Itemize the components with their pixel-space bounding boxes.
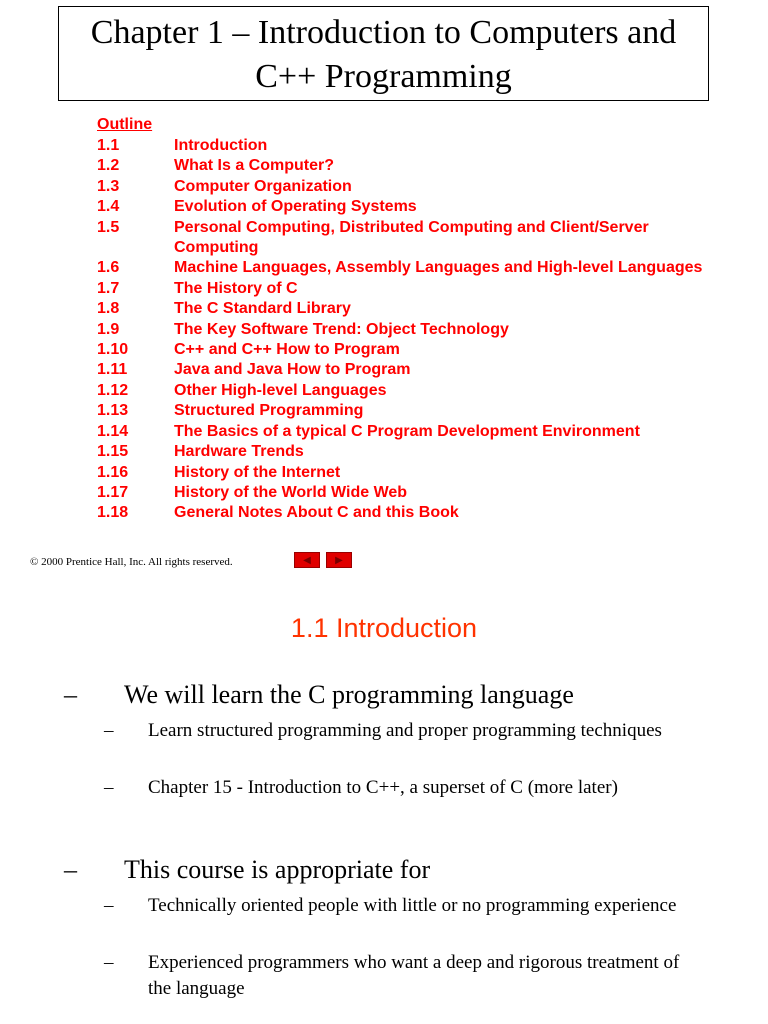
- outline-item-text: The Key Software Trend: Object Technology: [174, 320, 509, 338]
- outline-item: [97, 503, 737, 523]
- bullet-dash: –: [64, 680, 77, 709]
- outline-item-number: 1.5: [97, 218, 120, 236]
- bullet-text: Chapter 15 - Introduction to C++, a superset of C (more later): [148, 777, 618, 798]
- outline-item-text: The Basics of a typical C Program Development Environment: [174, 422, 640, 440]
- outline-item: [97, 463, 737, 483]
- outline: [97, 114, 737, 524]
- outline-item-number: 1.6: [97, 259, 120, 277]
- bullet-dash: –: [104, 777, 114, 798]
- next-arrow-icon: ▶: [335, 554, 343, 566]
- bullet-text: Learn structured programming and proper programming techniques: [148, 720, 662, 741]
- outline-item: [97, 442, 737, 462]
- outline-item-text: Introduction: [174, 137, 268, 154]
- outline-item-text: The C Standard Library: [174, 300, 351, 318]
- outline-item: [97, 401, 737, 421]
- outline-item-number: 1.9: [97, 320, 120, 338]
- outline-item: [97, 177, 737, 197]
- copyright-notice: © 2000 Prentice Hall, Inc. All rights reserved.: [30, 556, 233, 568]
- outline-item: [97, 258, 737, 278]
- next-slide-button[interactable]: [326, 552, 352, 568]
- outline-item-text: History of the Internet: [174, 463, 341, 481]
- bullet-text: We will learn the C programming language: [124, 680, 574, 709]
- outline-item-number: 1.4: [97, 198, 120, 216]
- outline-item-number: 1.7: [97, 279, 120, 297]
- outline-item: [97, 381, 737, 401]
- bullet-dash: –: [64, 855, 77, 884]
- outline-item-number: 1.1: [97, 137, 120, 154]
- outline-heading: Outline: [97, 116, 153, 133]
- outline-item-number: 1.8: [97, 300, 120, 318]
- outline-list: [97, 136, 737, 524]
- chapter-title: [58, 6, 709, 101]
- outline-item-number: 1.13: [97, 402, 129, 420]
- outline-item: [97, 320, 737, 340]
- section-title: 1.1 Introduction: [290, 613, 478, 643]
- outline-item-text: Computer Organization: [174, 177, 352, 195]
- outline-item-text: Evolution of Operating Systems: [174, 198, 417, 216]
- bullet-text: Experienced programmers who want a deep and rigorous treatment of the language: [148, 952, 680, 999]
- bullet-text: This course is appropriate for: [124, 855, 431, 884]
- outline-item-number: 1.16: [97, 463, 129, 481]
- outline-item: [97, 422, 737, 442]
- outline-item-number: 1.18: [97, 504, 129, 522]
- outline-item: [97, 136, 737, 156]
- outline-item: [97, 218, 737, 259]
- outline-item-number: 1.17: [97, 483, 129, 501]
- outline-item-number: 1.12: [97, 381, 129, 399]
- outline-item: [97, 197, 737, 217]
- outline-item-text: Structured Programming: [174, 402, 364, 420]
- outline-item-number: 1.11: [97, 361, 128, 379]
- previous-slide-button[interactable]: [294, 552, 320, 568]
- bullet-text: Technically oriented people with little or no programming experience: [148, 895, 677, 916]
- outline-item-number: 1.2: [97, 157, 120, 175]
- outline-item-text: History of the World Wide Web: [174, 483, 408, 501]
- outline-item: [97, 156, 737, 176]
- outline-item-text: C++ and C++ How to Program: [174, 341, 400, 359]
- outline-item-text: Machine Languages, Assembly Languages and High-level Languages: [174, 259, 703, 277]
- outline-item-text: Personal Computing, Distributed Computing and Client/Server Computing: [174, 218, 649, 257]
- outline-item-number: 1.14: [97, 422, 129, 440]
- prev-arrow-icon: ◀: [303, 554, 311, 566]
- outline-item: [97, 483, 737, 503]
- outline-item-text: What Is a Computer?: [174, 157, 335, 175]
- chapter-title-text: Chapter 1 – Introduction to Computers and C++ Programming: [90, 14, 677, 95]
- outline-item: [97, 360, 737, 380]
- outline-item-number: 1.15: [97, 443, 129, 461]
- outline-item: [97, 279, 737, 299]
- outline-item-text: Other High-level Languages: [174, 381, 387, 399]
- bullet-dash: –: [104, 952, 114, 973]
- outline-item-number: 1.10: [97, 341, 129, 359]
- outline-item: [97, 340, 737, 360]
- outline-item-text: The History of C: [174, 279, 298, 297]
- bullet-dash: –: [104, 720, 114, 741]
- outline-item-text: Hardware Trends: [174, 443, 304, 461]
- outline-item: [97, 299, 737, 319]
- outline-item-number: 1.3: [97, 177, 120, 195]
- outline-item-text: Java and Java How to Program: [174, 361, 411, 379]
- bullet-dash: –: [104, 895, 114, 916]
- outline-item-text: General Notes About C and this Book: [174, 504, 459, 522]
